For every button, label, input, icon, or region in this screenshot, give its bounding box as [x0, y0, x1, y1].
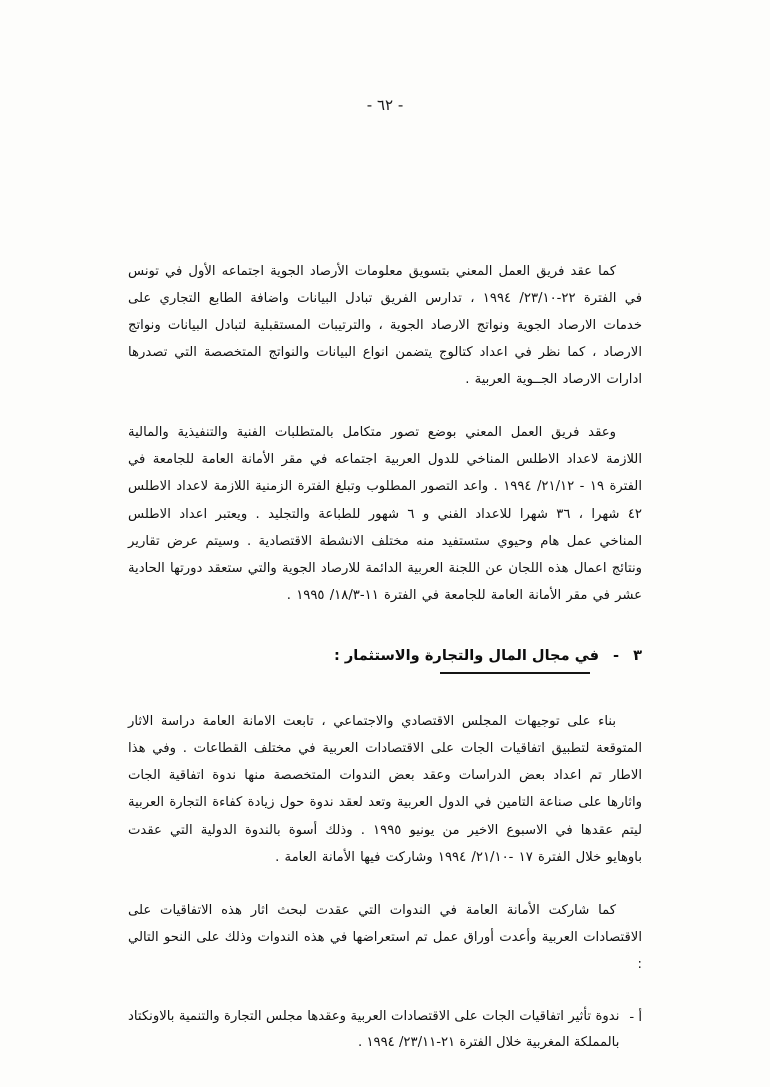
section-heading: [128, 647, 642, 664]
paragraph-1: كما عقد فريق العمل المعني بتسويق معلومات الأرصاد الجوية اجتماعه الأول في تونس في الفترة ٢٢-٢٣/١٠/ ١٩٩٤ ، تدارس الفريق تبادل البيانات واضافة الطابع التجاري على خدمات الارصاد الجوية ونواتج الارصاد الجوية ، والترتيبات المستقبلية لتبادل البيانات ونواتج الارصاد ، كما نظر في اعداد كتالوج يتضمن انواع البيانات والنواتج المتخصصة التي تصدرها ادارات الارصاد الجــوية العربية .: [128, 264, 643, 388]
list-item-text: ندوة تأثير اتفاقيات الجات على الاقتصادات العربية وعقدها مجلس التجارة والتنمية بالاونكتاد بالمملكة المغربية خلال الفترة ٢١-٢٣/١١/ ١٩٩٤ .: [128, 1008, 620, 1051]
section-number: ٣: [633, 646, 642, 664]
page-number: - ٦٢ -: [366, 96, 404, 114]
section-paragraph-1: بناء على توجيهات المجلس الاقتصادي والاجتماعي ، تابعت الامانة العامة دراسة الاثار المتوقعة لتطبيق اتفاقيات الجات على الاقتصادات العربية في مختلف القطاعات . وفي هذا الاطار تم اعداد بعض الدراسات وعقد بعض الندوات المتخصصة منها ندوة اتفاقية الجات واثارها على صناعة التامين في الدول العربية وتعد لعقد ندوة حول زيادة كفاءة التجارة العربية ليتم عقدها في الاسبوع الاخير من يونيو ١٩٩٥ . وذلك أسوة بالندوة الدولية التي عقدت باوهايو خلال الفترة ١٧ -٢١/١٠/ ١٩٩٤ وشاركت فيها الأمانة العامة .: [128, 714, 642, 865]
page-content: [128, 258, 642, 1065]
section-paragraph-2: كما شاركت الأمانة العامة في الندوات التي عقدت لبحث اثار هذه الاتفاقيات على الاقتصادات العربية وأعدت أوراق عمل تم استعراضها في هذه الندوات وذلك على النحو التالي :: [128, 902, 642, 972]
list-item-marker: أ -: [629, 1009, 642, 1025]
list-item: [128, 1004, 642, 1057]
section-title: في مجال المال والتجارة والاستثمار :: [333, 646, 600, 664]
heading-underline-rule: [440, 672, 590, 675]
section-dash: -: [613, 646, 620, 664]
paragraph-2: وعقد فريق العمل المعني بوضع تصور متكامل بالمتطلبات الفنية والتنفيذية والمالية اللازمة لاعداد الاطلس المناخي للدول العربية اجتماعه في مقر الأمانة العامة للجامعة في الفترة ١٩ - ٢١/١٢/ ١٩٩٤ . واعد التصور المطلوب وتبلغ الفترة الزمنية اللازمة لاعداد الاطلس ٤٢ شهرا ، ٣٦ شهرا للاعداد الفني و ٦ شهور للطباعة والتجليد . ويعتبر اعداد الاطلس المناخي عمل هام وحيوي ستستفيد منه مختلف الانشطة الاقتصادية . وسيتم عرض تقارير ونتائج اعمال هذه اللجان عن اللجنة العربية الدائمة للارصاد الجوية والتي ستعقد دورتها الحادية عشر في مقر الأمانة العامة للجامعة في الفترة ١١-١٨/٣/ ١٩٩٥ .: [127, 425, 642, 603]
